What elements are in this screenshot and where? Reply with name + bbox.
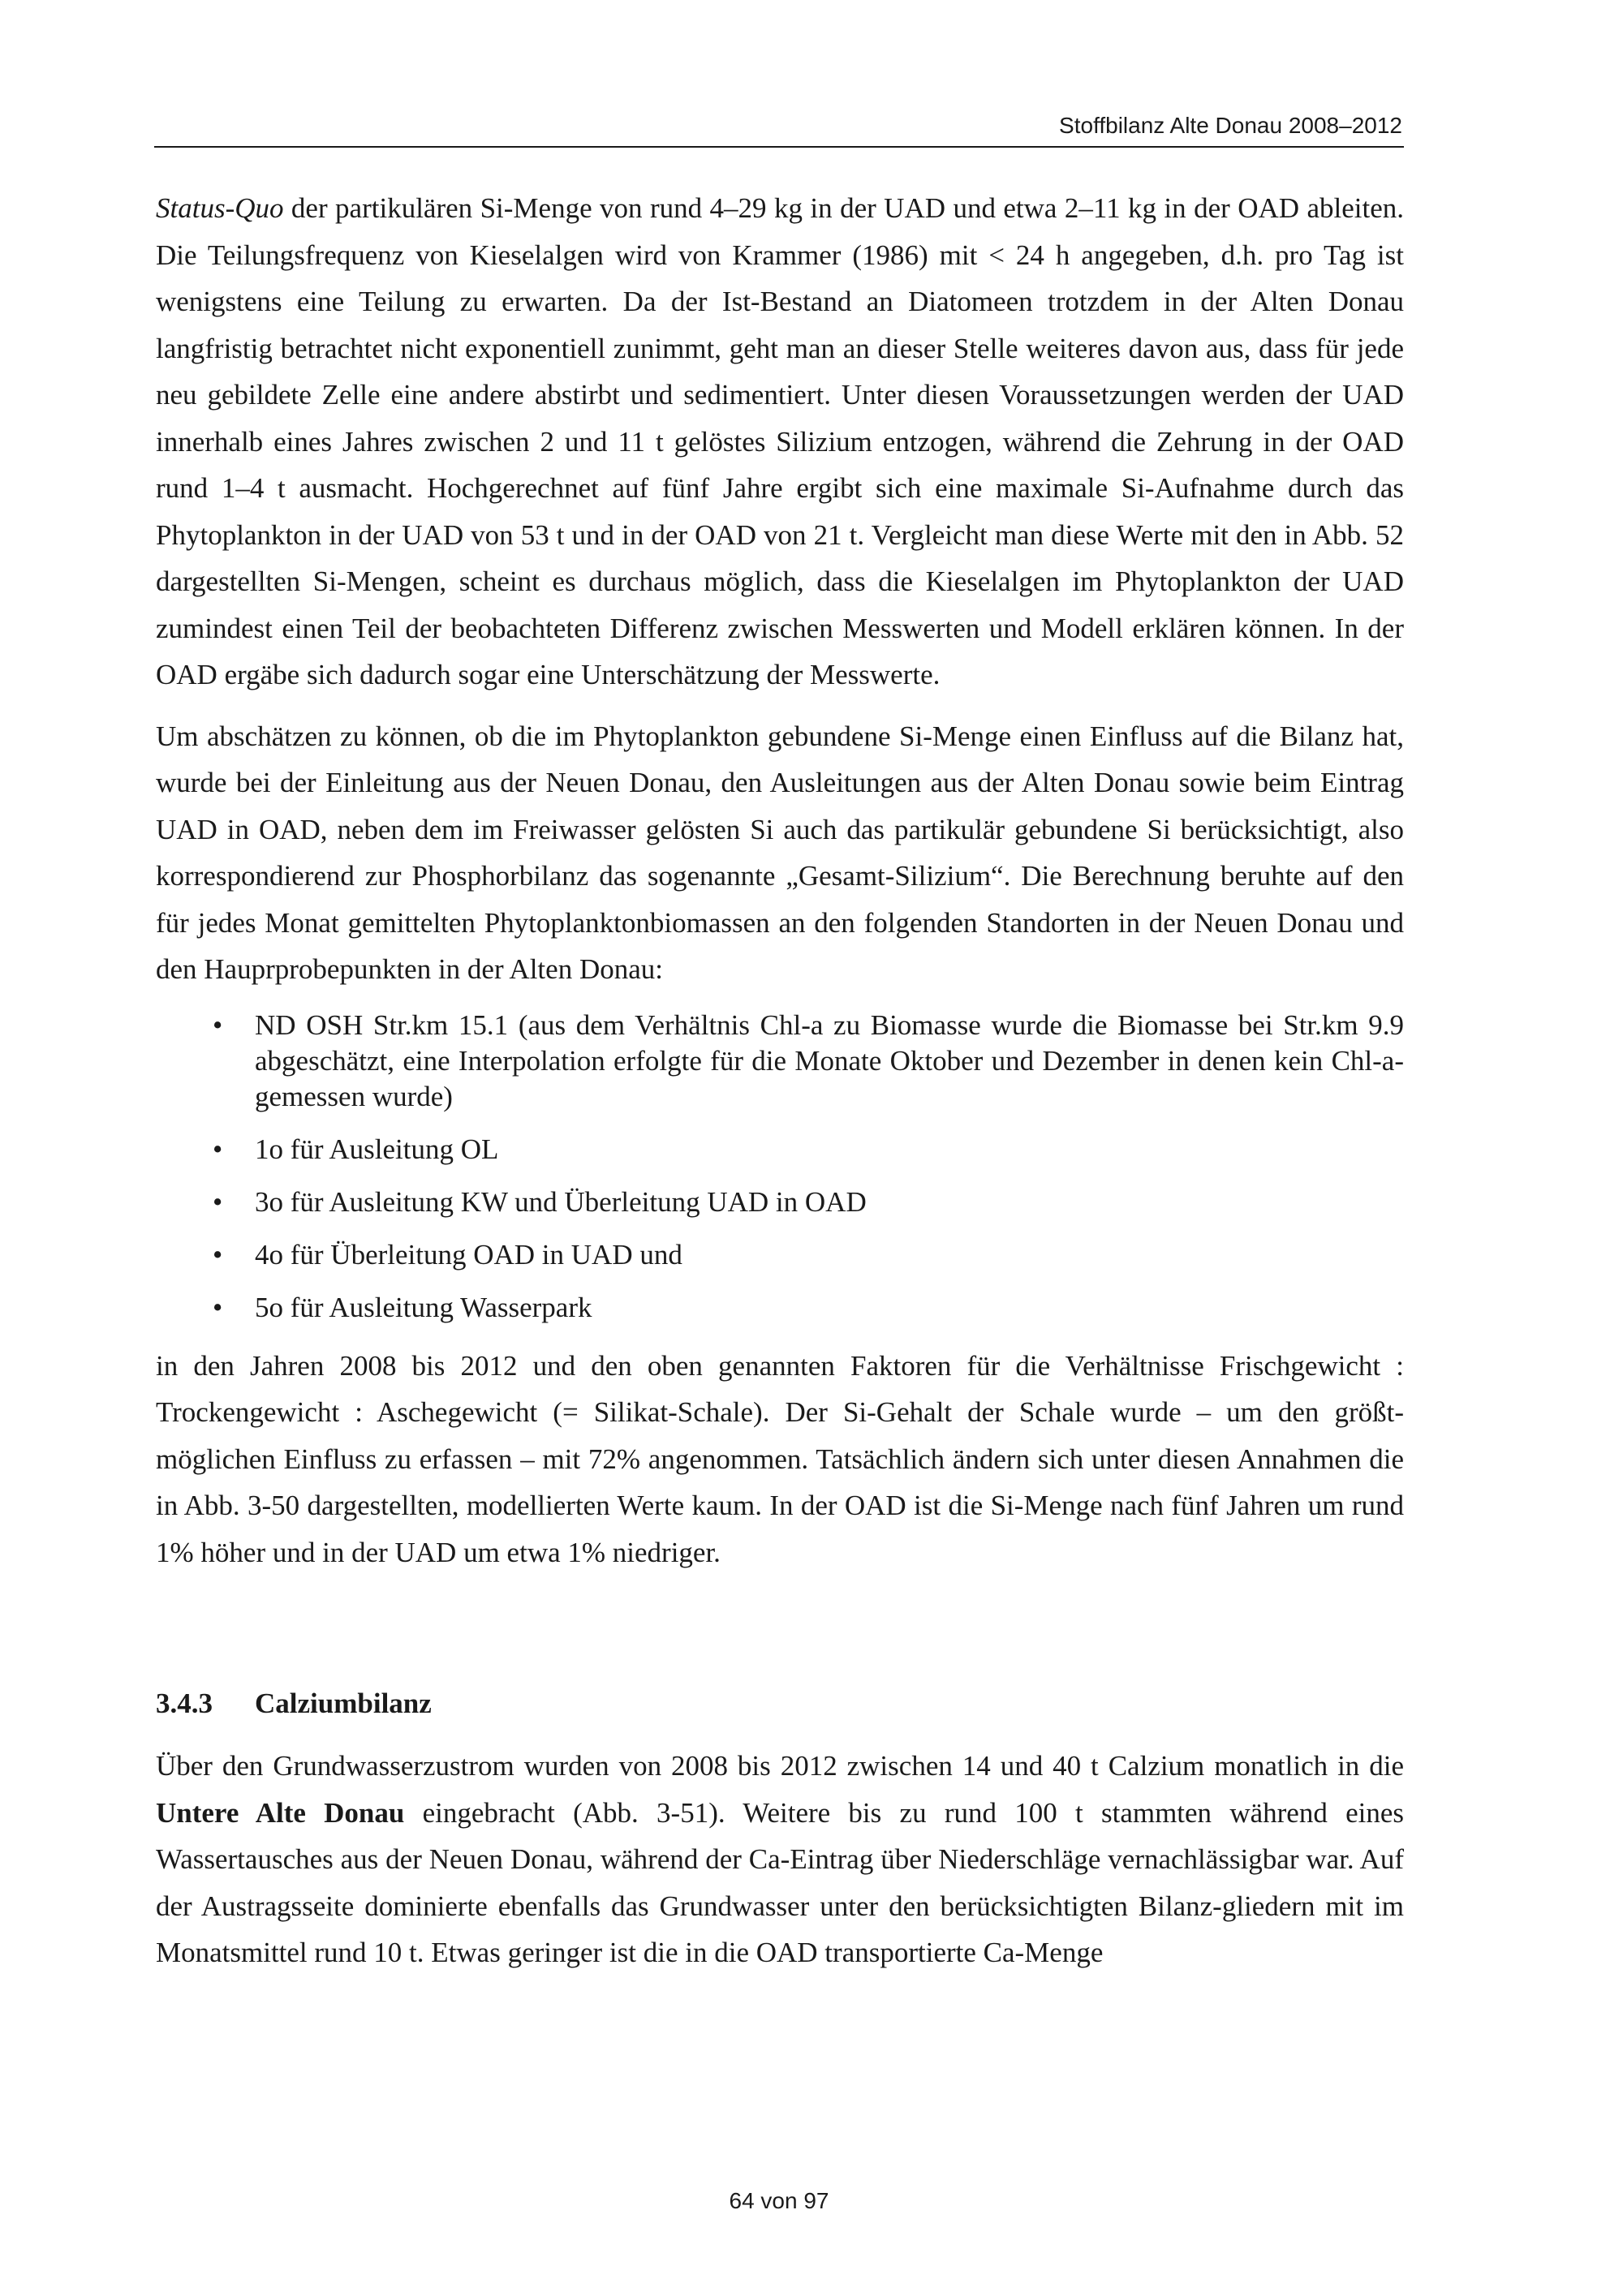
paragraph-text: Über den Grundwasserzustrom wurden von 2008 bis 2012 zwischen 14 und 40 t Calzium monatlich in die <box>156 1750 1404 1782</box>
bullet-icon: • <box>213 1291 223 1323</box>
section-number: 3.4.3 <box>156 1688 213 1719</box>
list-item <box>156 1237 1404 1273</box>
list-item-text: ND OSH Str.km 15.1 (aus dem Verhältnis Chl-a zu Biomasse wurde die Biomasse bei Str.km 9.9 abgeschätzt, eine Interpolation erfolgte für die Monate Oktober und Dezember in denen kein Chl-a- gemessen wurde) <box>255 1008 1404 1112</box>
list-item-text: 1o für Ausleitung OL <box>255 1133 499 1165</box>
list-item-text: 4o für Überleitung OAD in UAD und <box>255 1238 682 1271</box>
running-header: Stoffbilanz Alte Donau 2008–2012 <box>1059 113 1402 138</box>
bullet-icon: • <box>213 1238 223 1271</box>
page-body <box>156 185 1404 1976</box>
list-item <box>156 1008 1404 1115</box>
bullet-icon: • <box>213 1185 223 1218</box>
section-title: Calziumbilanz <box>255 1688 432 1719</box>
list-item-text: 3o für Ausleitung KW und Überleitung UAD in OAD <box>255 1185 867 1218</box>
italic-term: Status-Quo <box>156 192 284 224</box>
paragraph-gesamt-silizium: Um abschätzen zu können, ob die im Phytoplankton gebundene Si-Menge einen Einfluss auf die Bilanz hat, wurde bei der Einleitung aus der Neuen Donau, den Ausleitungen aus der Alten Donau sowie beim Eintrag UAD in OAD, neben dem im Freiwasser gelösten Si auch das partikulär gebundene Si berücksichtigt, also korrespondierend zur Phosphorbilanz das sogenannte „Gesamt-Silizium“. Die Berechnung beruhte auf den für jedes Monat gemittelten Phytoplanktonbiomassen an den folgenden Standorten in der Neuen Donau und den Hauprprobepunkten in der Alten Donau: <box>156 720 1404 985</box>
paragraph-text: der partikulären Si-Menge von rund 4–29 kg in der UAD und etwa 2–11 kg in der OAD ableiten. Die Teilungsfrequenz von Kieselalgen wird von Krammer (1986) mit < 24 h angegeben, d.h. pro Tag ist wenigstens eine Teilung zu erwarten. Da der Ist-Bestand an Diatomeen trotzdem in der Alten Donau langfristig betrachtet nicht exponentiell zunimmt, geht man an dieser Stelle weiteres davon aus, dass für jede neu gebildete Zelle eine andere abstirbt und sedimentiert. Unter diesen Voraussetzungen werden der UAD innerhalb eines Jahres zwischen 2 und 11 t gelöstes Silizium entzogen, während die Zehrung in der OAD rund 1–4 t ausmacht. Hochgerechnet auf fünf Jahre ergibt sich eine maximale Si-Aufnahme durch das Phytoplankton in der UAD von 53 t und in der OAD von 21 t. Vergleicht man diese Werte mit den in Abb. 52 dargestellten Si-Mengen, scheint es durchaus möglich, dass die Kieselalgen im Phytoplankton der UAD zumindest einen Teil der beobachteten Differenz zwischen Messwerten und Modell erklären können. In der OAD ergäbe sich dadurch sogar eine Unterschätzung der Messwerte. <box>156 192 1404 690</box>
paragraph-si-gehalt: in den Jahren 2008 bis 2012 und den oben genannten Faktoren für die Verhältnisse Frischgewicht : Trockengewicht : Aschegewicht (= Silikat-Schale). Der Si-Gehalt der Schale wurde – um den größt-möglichen Einfluss zu erfassen – mit 72% angenommen. Tatsächlich ändern sich unter diesen Annahmen die in Abb. 3-50 dargestellten, modellierten Werte kaum. In der OAD ist die Si-Menge nach fünf Jahren um rund 1% höher und in der UAD um etwa 1% niedriger. <box>156 1349 1404 1568</box>
list-item <box>156 1132 1404 1167</box>
list-item-text: 5o für Ausleitung Wasserpark <box>255 1291 592 1323</box>
paragraph-si-diatoms <box>156 185 1404 699</box>
bullet-icon: • <box>213 1008 223 1041</box>
paragraph-text: eingebracht (Abb. 3-51). Weitere bis zu rund 100 t stammten während eines Wassertausches aus der Neuen Donau, während der Ca-Eintrag über Niederschläge vernachlässigbar war. Auf der Austragsseite dominierte ebenfalls das Grundwasser unter den berücksichtigten Bilanz-gliedern mit im Monatsmittel rund 10 t. Etwas geringer ist die in die OAD transportierte Ca-Menge <box>156 1796 1404 1968</box>
section-spacer <box>156 1576 1404 1686</box>
bold-term: Untere Alte Donau <box>156 1796 405 1829</box>
header-rule <box>154 146 1404 148</box>
bullet-icon: • <box>213 1133 223 1165</box>
sampling-sites-list <box>156 1008 1404 1326</box>
page-number: 64 von 97 <box>729 2188 829 2213</box>
section-heading <box>156 1686 1404 1722</box>
list-item <box>156 1290 1404 1326</box>
list-item <box>156 1185 1404 1220</box>
paragraph-calzium <box>156 1743 1404 1976</box>
